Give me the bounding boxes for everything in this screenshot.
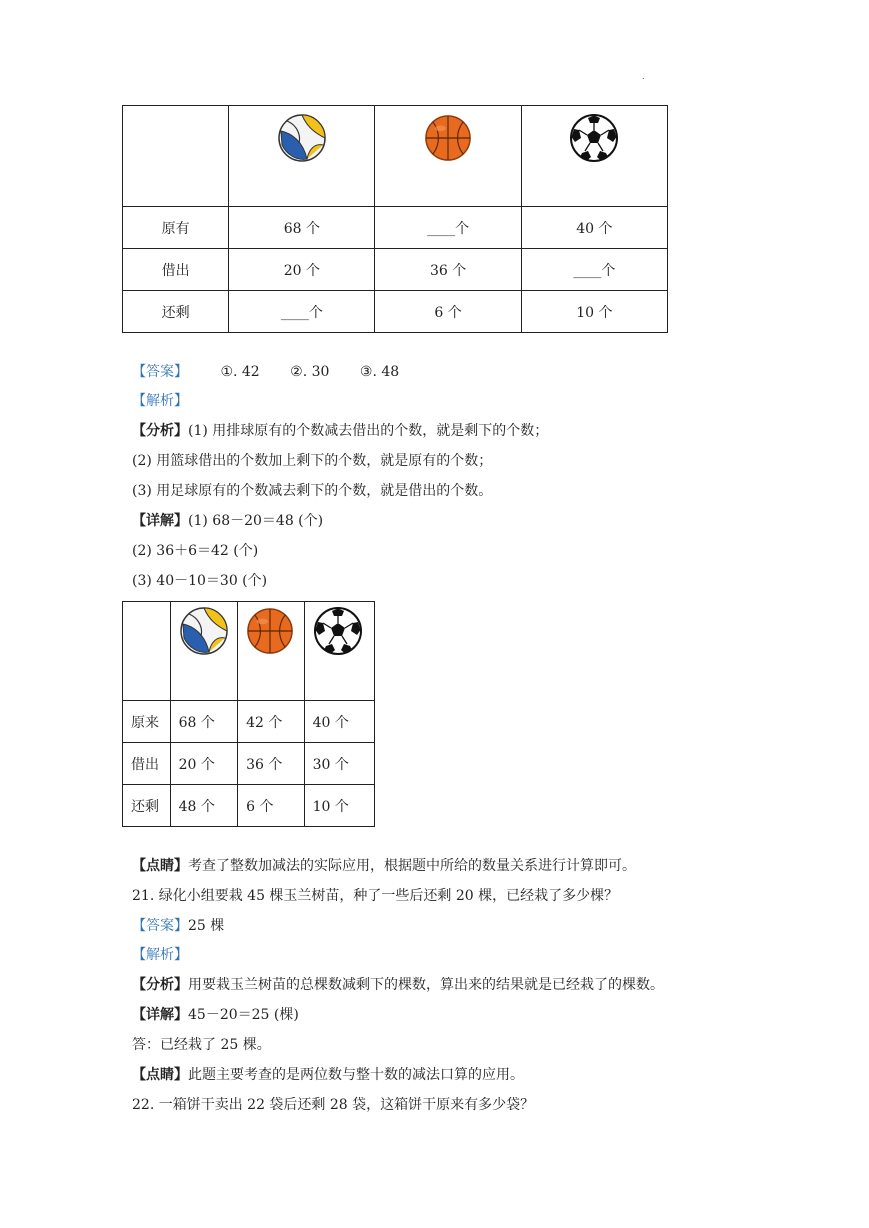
basketball-icon xyxy=(246,607,294,655)
table-cell: 30 个 xyxy=(304,743,374,785)
answer-item-2: ②. 30 xyxy=(290,364,330,380)
table-row xyxy=(123,701,375,743)
answer-item-3: ③. 48 xyxy=(359,364,400,380)
soccer-ball-icon xyxy=(569,113,619,163)
dianjing-21-text: 此题主要考查的是两位数与整十数的减法口算的应用。 xyxy=(188,1067,524,1083)
dianjing-21 xyxy=(132,1064,524,1086)
basketball-icon xyxy=(424,114,472,162)
row-label: 借出 xyxy=(123,743,171,785)
dianjing-21-tag: 【点睛】 xyxy=(132,1067,188,1083)
dianjing-paragraph xyxy=(132,855,636,877)
xiangjie-21-tag: 【详解】 xyxy=(132,1007,188,1023)
table-cell: 10 个 xyxy=(521,291,667,333)
question-22: 22. 一箱饼干卖出 22 袋后还剩 28 袋，这箱饼干原来有多少袋？ xyxy=(132,1097,535,1113)
answer-21-text: 25 棵 xyxy=(188,918,225,934)
table-cell: 68 个 xyxy=(170,701,238,743)
row-label: 原来 xyxy=(123,701,171,743)
page-mark: . xyxy=(642,72,645,81)
answer-21-tag: 【答案】 xyxy=(132,918,188,934)
xiangjie-21 xyxy=(132,1004,299,1026)
table-row xyxy=(123,291,668,333)
row-label: 借出 xyxy=(123,249,229,291)
analysis-tag: 【解析】 xyxy=(132,393,188,409)
row-label: 原有 xyxy=(123,207,229,249)
table-row xyxy=(123,249,668,291)
table-cell: 68 个 xyxy=(229,207,375,249)
detail-line-3: (3) 40－10＝30 (个) xyxy=(132,573,268,589)
table-corner-cell xyxy=(123,106,229,207)
table-corner-cell xyxy=(123,602,171,701)
xiangjie-21-text: 45－20＝25 (棵) xyxy=(188,1007,299,1023)
fenxi-21-text: 用要栽玉兰树苗的总棵数减剩下的棵数，算出来的结果就是已经栽了的棵数。 xyxy=(188,977,664,993)
table-cell: 20 个 xyxy=(170,743,238,785)
answer-21 xyxy=(132,915,224,937)
volleyball-icon xyxy=(179,606,229,656)
analysis-line-3: (3) 用足球原有的个数减去剩下的个数，就是借出的个数。 xyxy=(132,483,493,499)
ball-table-question xyxy=(122,105,668,333)
table-cell: 40 个 xyxy=(304,701,374,743)
table-row xyxy=(123,207,668,249)
volleyball-icon xyxy=(277,113,327,163)
dianjing-text: 考查了整数加减法的实际应用，根据题中所给的数量关系进行计算即可。 xyxy=(188,858,636,874)
table-cell: 20 个 xyxy=(229,249,375,291)
answer-item-1: ①. 42 xyxy=(220,364,260,380)
table-cell: 48 个 xyxy=(170,785,238,827)
soccer-ball-icon xyxy=(313,606,363,656)
fenxi-21-tag: 【分析】 xyxy=(132,977,188,993)
table-row xyxy=(123,785,375,827)
analysis-line-2: (2) 用篮球借出的个数加上剩下的个数，就是原有的个数； xyxy=(132,453,493,469)
fenxi-tag: 【分析】 xyxy=(132,423,188,439)
detail-line-2: (2) 36＋6＝42 (个) xyxy=(132,543,259,559)
analysis-21-tag: 【解析】 xyxy=(132,947,188,963)
table-cell: ____个 xyxy=(375,207,521,249)
answer-line xyxy=(132,361,425,383)
row-label: 还剩 xyxy=(123,291,229,333)
table-cell: ____个 xyxy=(521,249,667,291)
table-cell: ____个 xyxy=(229,291,375,333)
table-cell: 36 个 xyxy=(238,743,304,785)
da-21: 答：已经栽了 25 棵。 xyxy=(132,1037,271,1053)
table-cell: 42 个 xyxy=(238,701,304,743)
table-cell: 40 个 xyxy=(521,207,667,249)
row-label: 还剩 xyxy=(123,785,171,827)
question-21: 21. 绿化小组要栽 45 棵玉兰树苗，种了一些后还剩 20 棵，已经栽了多少棵？ xyxy=(132,888,619,904)
table-row xyxy=(123,743,375,785)
xiangjie-text: (1) 68－20＝48 (个) xyxy=(188,513,324,529)
table-cell: 10 个 xyxy=(304,785,374,827)
detail-paragraph xyxy=(132,510,323,532)
fenxi-text: (1) 用排球原有的个数减去借出的个数，就是剩下的个数； xyxy=(188,423,549,439)
table-cell: 36 个 xyxy=(375,249,521,291)
dianjing-tag: 【点睛】 xyxy=(132,858,188,874)
answer-tag: 【答案】 xyxy=(132,364,188,380)
ball-table-solution xyxy=(122,601,375,827)
fenxi-21 xyxy=(132,974,664,996)
analysis-paragraph xyxy=(132,420,548,442)
table-cell: 6 个 xyxy=(238,785,304,827)
table-cell: 6 个 xyxy=(375,291,521,333)
xiangjie-tag: 【详解】 xyxy=(132,513,188,529)
